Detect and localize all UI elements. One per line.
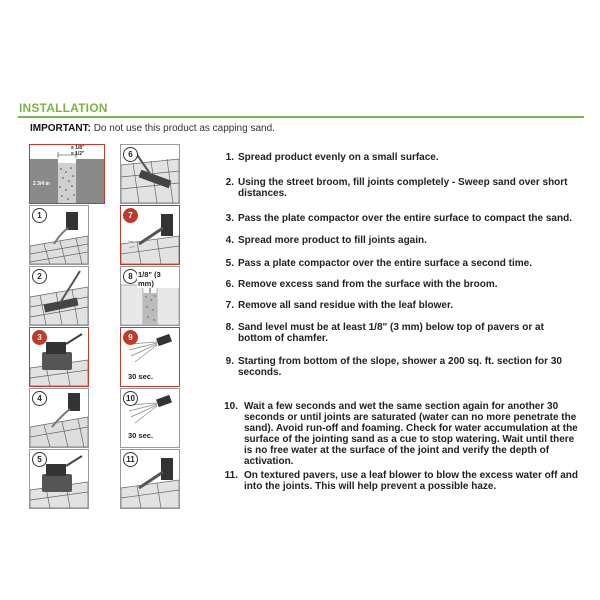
step-text: Using the street broom, fill joints completely - Sweep sand over short distances. (238, 177, 568, 199)
step-badge-9: 9 (123, 330, 138, 345)
joint-min-label: ≥ 1/8" (71, 145, 85, 151)
panel-step-9 (120, 327, 180, 387)
step-number: 10. (224, 401, 238, 412)
step-number: 4. (225, 235, 234, 246)
step-badge-1: 1 (32, 208, 47, 223)
important-note (30, 123, 275, 134)
step-badge-7: 7 (123, 208, 138, 223)
panel-step-11 (120, 449, 180, 509)
section-title: INSTALLATION (19, 101, 108, 115)
step-text: Starting from bottom of the slope, shower a 200 sq. ft. section for 30 seconds. (238, 356, 562, 378)
step-text: Wait a few seconds and wet the same section again for another 30 seconds or until joints are saturated (water can no more penetrate the sand). Avoid run-off and foaming. Check for water accumulation at the surface of the jointing sand as a cue to stop watering. Wait until there is no free water at the surface of the joint and verify the depth of activation. (244, 401, 578, 467)
panel-joint-section (29, 144, 105, 204)
step-number: 7. (225, 300, 234, 311)
step-number: 5. (225, 258, 234, 269)
sand-level-label: 1/8" (3 mm) (137, 270, 179, 288)
panel-step-6 (120, 144, 180, 204)
important-label: IMPORTANT: (30, 123, 91, 134)
step-badge-3: 3 (32, 330, 47, 345)
step-text: On textured pavers, use a leaf blower to blow the excess water off and into the joints. This will help prevent a possible haze. (244, 470, 578, 492)
panel-step-7 (120, 205, 180, 265)
step-badge-6: 6 (123, 147, 138, 162)
step-text: Remove all sand residue with the leaf blower. (238, 300, 454, 311)
panel-step-8 (120, 266, 180, 326)
step-number: 6. (225, 279, 234, 290)
step-badge-2: 2 (32, 269, 47, 284)
panel-step-4 (29, 388, 89, 448)
step-number: 11. (224, 470, 238, 481)
panel-step-3 (29, 327, 89, 387)
step-number: 8. (225, 322, 234, 333)
joint-depth-label: 2 3/4 in (33, 181, 50, 187)
important-text: Do not use this product as capping sand. (90, 123, 275, 134)
panel-step-1 (29, 205, 89, 265)
step-number: 3. (225, 213, 234, 224)
panel-step-5 (29, 449, 89, 509)
step-number: 2. (225, 177, 234, 188)
title-rule (18, 116, 584, 118)
step-number: 9. (225, 356, 234, 367)
step-text: Remove excess sand from the surface with the broom. (238, 279, 498, 290)
step-badge-10: 10 (123, 391, 138, 406)
step-text: Sand level must be at least 1/8" (3 mm) below top of pavers or at bottom of chamfer. (238, 322, 544, 344)
step-text: Pass the plate compactor over the entire surface to compact the sand. (238, 213, 572, 224)
step-text: Pass a plate compactor over the entire surface a second time. (238, 258, 533, 269)
step-badge-5: 5 (32, 452, 47, 467)
step-badge-11: 11 (123, 452, 138, 467)
step-badge-4: 4 (32, 391, 47, 406)
step-number: 1. (225, 152, 234, 163)
rewatering-time-label: 30 sec. (128, 431, 154, 440)
joint-max-label: ≤ 1/2" (71, 151, 85, 157)
watering-time-label: 30 sec. (128, 372, 154, 381)
step-badge-8: 8 (123, 269, 138, 284)
panel-step-10 (120, 388, 180, 448)
panel-step-2 (29, 266, 89, 326)
step-text: Spread more product to fill joints again. (238, 235, 427, 246)
joint-section-illustration (30, 145, 104, 203)
step-text: Spread product evenly on a small surface. (238, 152, 439, 163)
